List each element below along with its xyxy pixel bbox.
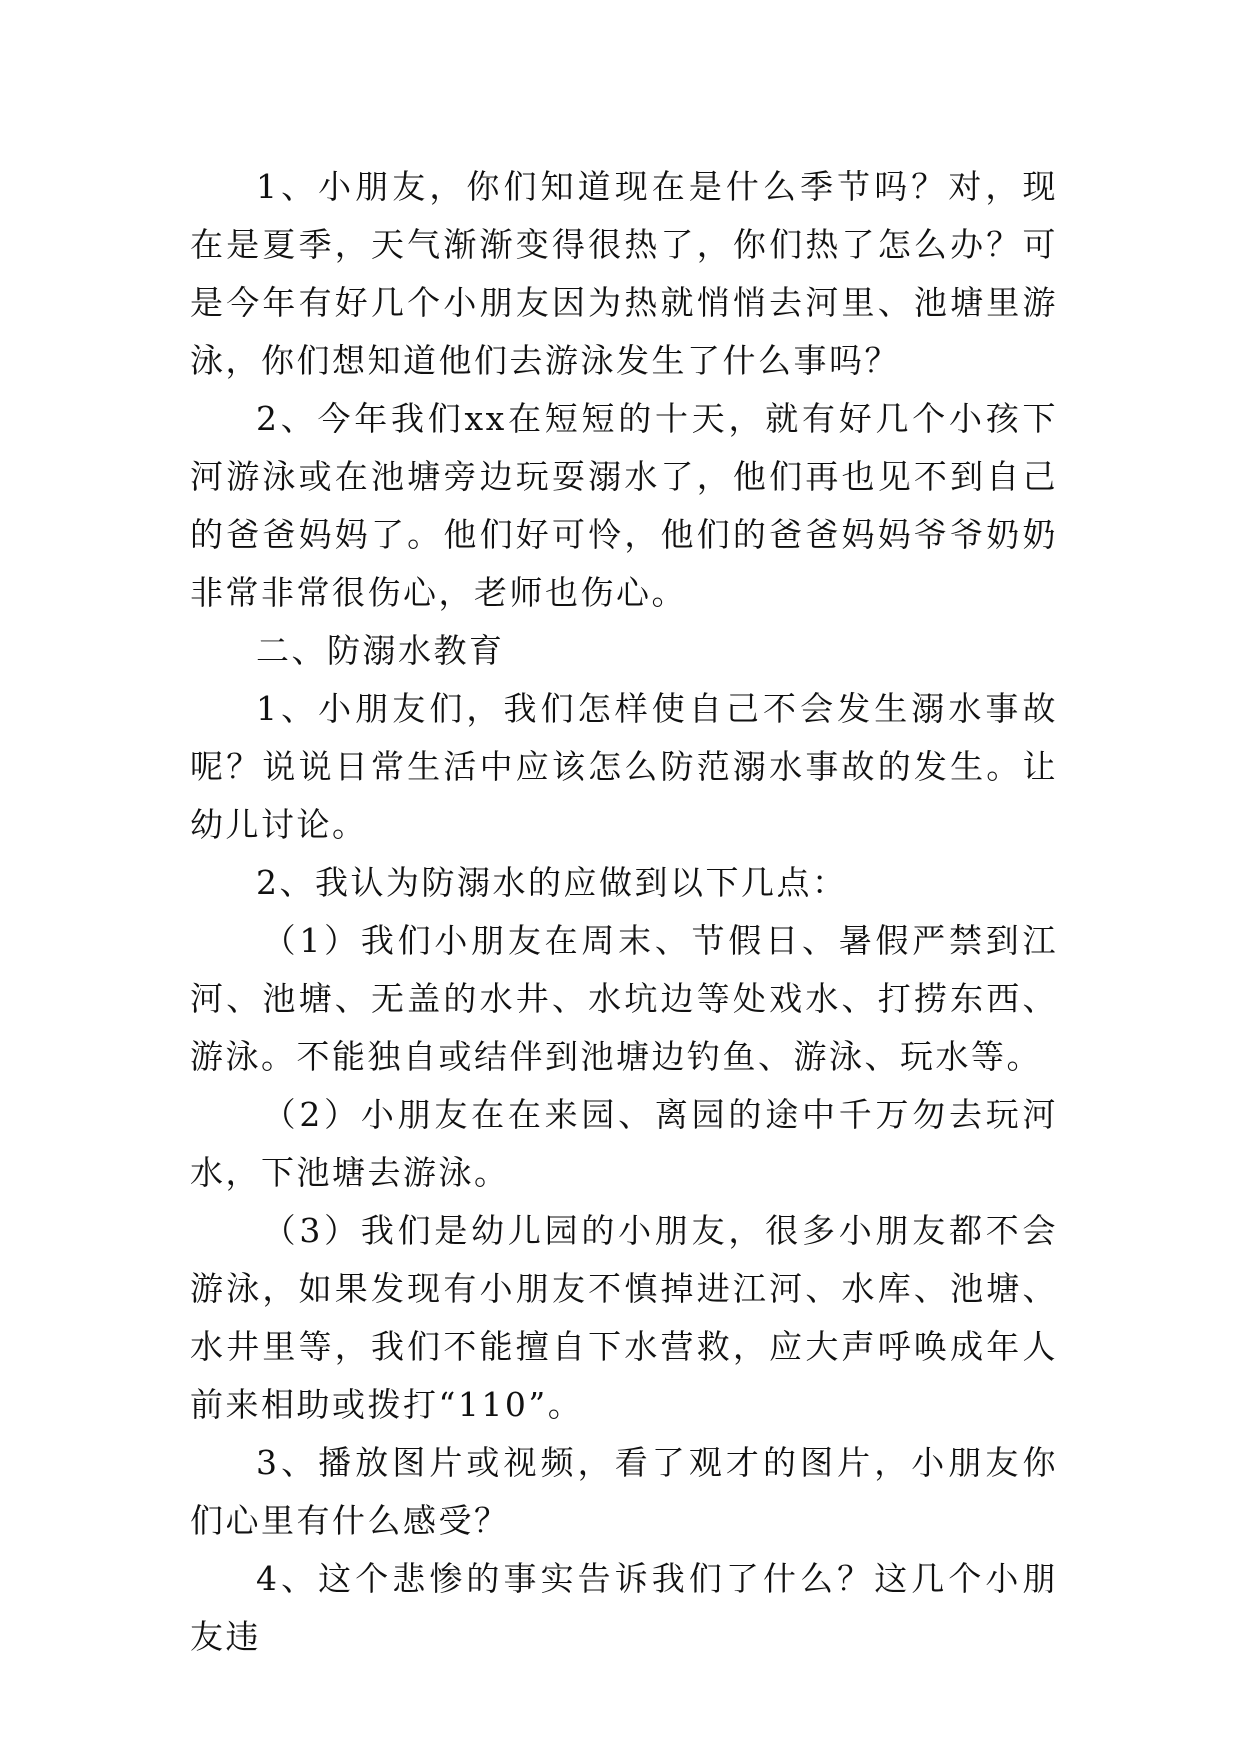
section-heading-drowning-prevention: 二、防溺水教育 — [256, 631, 505, 670]
paragraph-play-pictures: 3、播放图片或视频，看了观才的图片，小朋友你们心里有什么感受？ — [190, 1443, 1058, 1540]
paragraph-intro-question: 1、小朋友，你们知道现在是什么季节吗？对，现在是夏季，天气渐渐变得很热了，你们热了怎么办？可是今年有好几个小朋友因为热就悄悄去河里、池塘里游泳，你们想知道他们去游泳发生了什么事吗？ — [190, 167, 1058, 380]
paragraph-lesson-question: 4、这个悲惨的事实告诉我们了什么？这几个小朋友违 — [190, 1559, 1058, 1656]
list-item-point-3: （3）我们是幼儿园的小朋友，很多小朋友都不会游泳，如果发现有小朋友不慎掉进江河、水库、池塘、水井里等，我们不能擅自下水营救，应大声呼唤成年人前来相助或拨打“110”。 — [190, 1211, 1058, 1424]
paragraph-prevention-points-intro: 2、我认为防溺水的应做到以下几点： — [256, 863, 848, 902]
document-body — [190, 158, 1058, 1666]
paragraph-drowning-incidents: 2、今年我们xx在短短的十天，就有好几个小孩下河游泳或在池塘旁边玩耍溺水了，他们再也见不到自己的爸爸妈妈了。他们好可怜，他们的爸爸妈妈爷爷奶奶非常非常很伤心，老师也伤心。 — [190, 399, 1058, 612]
paragraph-prevention-discussion: 1、小朋友们，我们怎样使自己不会发生溺水事故呢？说说日常生活中应该怎么防范溺水事故的发生。让幼儿讨论。 — [190, 689, 1058, 844]
list-item-point-2: （2）小朋友在在来园、离园的途中千万勿去玩河水，下池塘去游泳。 — [190, 1095, 1058, 1192]
list-item-point-1: （1）我们小朋友在周末、节假日、暑假严禁到江河、池塘、无盖的水井、水坑边等处戏水、打捞东西、游泳。不能独自或结伴到池塘边钓鱼、游泳、玩水等。 — [190, 921, 1058, 1076]
